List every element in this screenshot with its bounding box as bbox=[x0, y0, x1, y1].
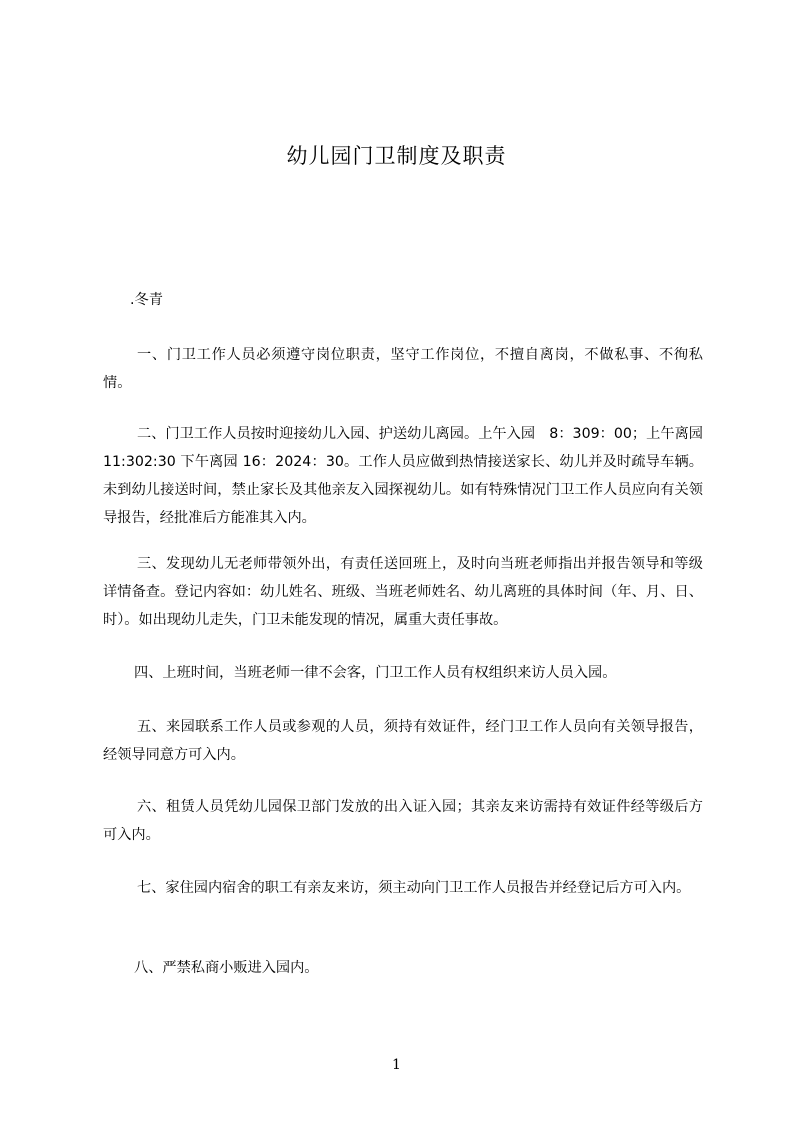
paragraph-4: 四、上班时间，当班老师一律不会客，门卫工作人员有权组织来访人员入园。 bbox=[134, 665, 617, 681]
paragraph-1: 一、门卫工作人员必须遵守岗位职责，坚守工作岗位，不擅自离岗，不做私事、不徇私情。 bbox=[103, 347, 703, 391]
page-number: 1 bbox=[392, 1057, 401, 1073]
paragraph-7: 七、家住园内宿舍的职工有亲友来访，须主动向门卫工作人员报告并经登记后方可入内。 bbox=[137, 880, 691, 896]
document-title: 幼儿园门卫制度及职责 bbox=[286, 144, 507, 168]
paragraph-5: 五、来园联系工作人员或参观的人员，须持有效证件，经门卫工作人员向有关领导报告，经领导同意方可入内。 bbox=[103, 719, 703, 763]
paragraph-3: 三、发现幼儿无老师带领外出，有责任送回班上，及时向当班老师指出并报告领导和等级详情备查。登记内容如：幼儿姓名、班级、当班老师姓名、幼儿离班的具体时间（年、月、日、时）。如出现幼儿走失，门卫未能发现的情况，属重大责任事故。 bbox=[103, 556, 703, 628]
paragraph-6: 六、租赁人员凭幼儿园保卫部门发放的出入证入园；其亲友来访需持有效证件经等级后方可入内。 bbox=[103, 799, 703, 843]
author-line: .冬青 bbox=[130, 292, 163, 308]
paragraph-8: 八、严禁私商小贩进入园内。 bbox=[134, 960, 319, 976]
paragraph-2: 二、门卫工作人员按时迎接幼儿入园、护送幼儿离园。上午入园 8：309：00；上午离园 11:302:30 下午离园 16：2024：30。工作人员应做到热情接送家长、幼儿并及时疏导车辆。未到幼儿接送时间，禁止家长及其他亲友入园探视幼儿。如有特殊情况门卫工作人员应向有关领导报告，经批准后方能准其入内。 bbox=[103, 426, 703, 526]
